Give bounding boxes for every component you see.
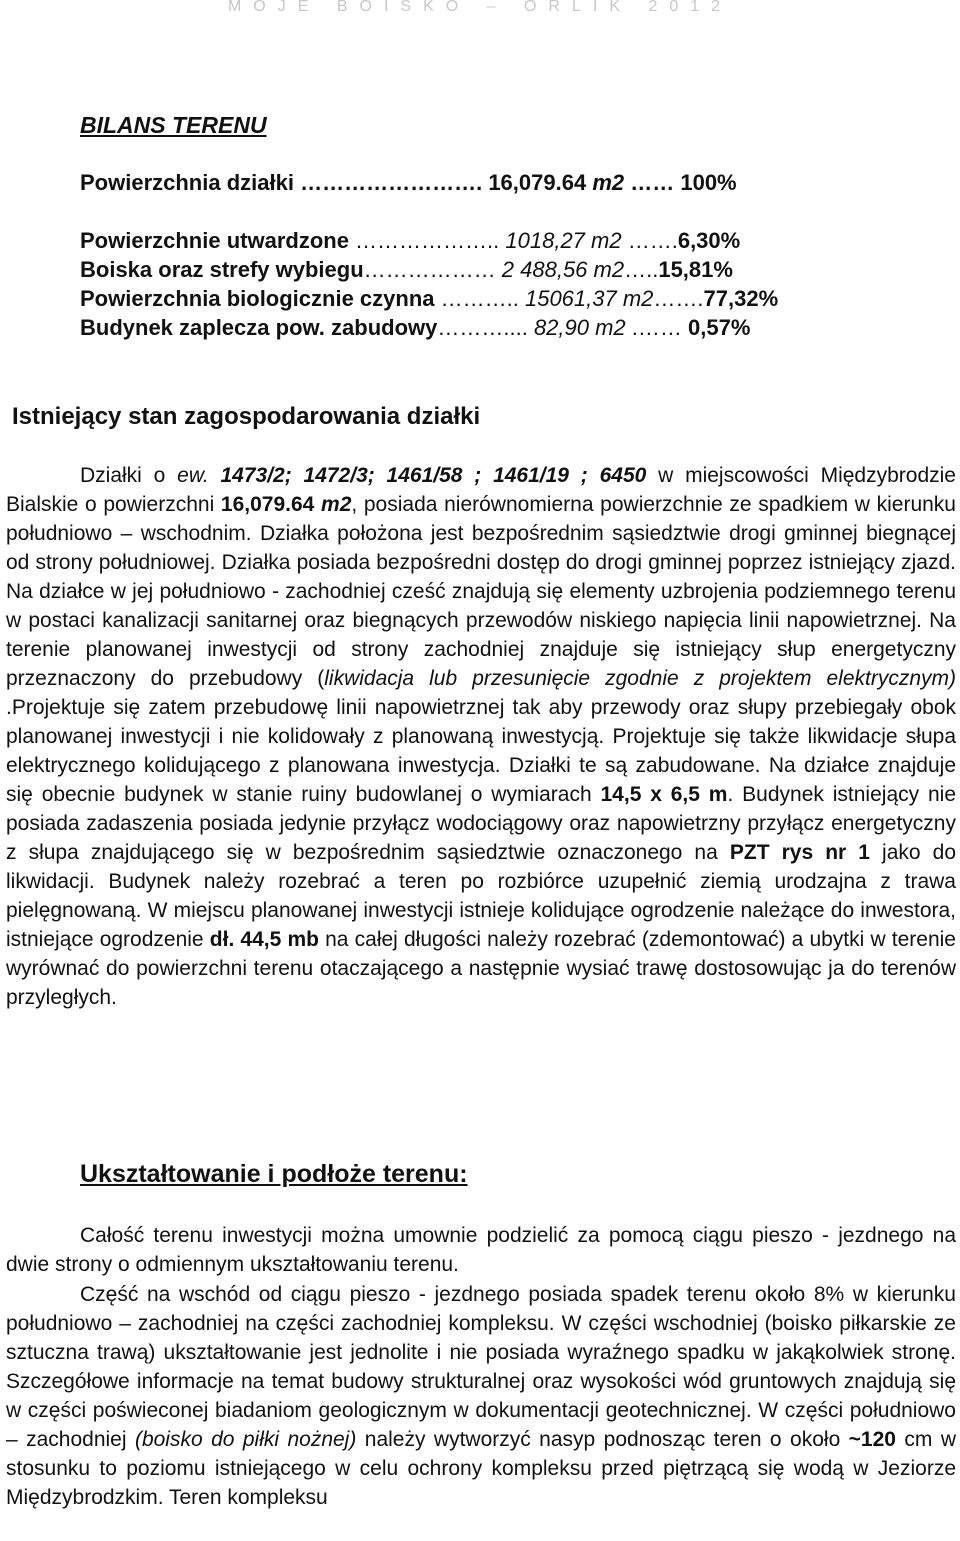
- bilans-total-dots: …………………….: [300, 170, 489, 195]
- p1-ew: ew.: [177, 464, 209, 487]
- bilans-row-percent: 0,57%: [688, 315, 751, 340]
- p3-italic: (boisko do piłki nożnej): [134, 1428, 357, 1451]
- p3-text-a: Część na wschód od ciągu pieszo - jezdnego posiada spadek terenu około 8% w kierunku południowo – zachodniej na części zachodniej kompleksu. W części wschodniej (boisko piłkarskie ze sztuczna trawą) ukształtowanie jest jednolite i nie posiada wyraźnego spadku w jakąkolwiek stronę. Szczegółowe informacje na temat budowy strukturalnej oraz wysokości wód gruntowych znajdują się w części poświeconej biadaniom geologicznym w dokumentacji geotechnicznej. W części południowo – zachodniej: [6, 1283, 956, 1451]
- bilans-row-value: 1018,27 m2: [505, 228, 622, 253]
- p3-height: ~120: [848, 1428, 896, 1451]
- bilans-row-percent: 15,81%: [658, 257, 733, 282]
- bilans-row-dots2: .……: [625, 315, 689, 340]
- p1-text-b: w miejscowości Międzybrodzie Bialskie o powierzchni: [6, 464, 956, 516]
- bilans-total-percent: 100%: [680, 170, 737, 195]
- bilans-row-dots2: …..: [624, 257, 659, 282]
- bilans-row-label: Powierzchnie utwardzone: [80, 228, 349, 253]
- p3-text-b: należy wytworzyć nasyp podnosząc teren o około: [356, 1428, 849, 1451]
- section-heading-existing-state: Istniejący stan zagospodarowania działki: [12, 403, 481, 430]
- bilans-row-percent: 6,30%: [677, 228, 741, 253]
- bilans-row-dots2: …….: [653, 286, 704, 311]
- bilans-row-label: Powierzchnia biologicznie czynna: [80, 286, 435, 311]
- p1-unit: m2: [314, 493, 352, 516]
- bilans-total-value: 16,079.64: [488, 170, 587, 195]
- bilans-row-dots: ………....: [437, 315, 534, 340]
- bilans-row-value: 15061,37 m2: [524, 286, 654, 311]
- p1-fence-length: dł. 44,5 mb: [209, 928, 319, 951]
- terrain-paragraph-1: Całość terenu inwestycji można umownie podzielić za pomocą ciągu pieszo - jezdnego na dwie strony o odmiennym ukształtowaniu terenu.: [6, 1224, 956, 1276]
- bilans-total-unit: m2: [592, 170, 625, 195]
- bilans-row: [80, 286, 778, 312]
- bilans-row-label: Budynek zaplecza pow. zabudowy: [80, 315, 438, 340]
- bilans-row: [80, 257, 733, 283]
- bilans-row-dots: ………..: [434, 286, 525, 311]
- terrain-paragraph-2: [6, 1280, 956, 1512]
- bilans-row: [80, 228, 740, 254]
- p1-text-a: Działki o: [80, 464, 178, 487]
- p3-text-c: cm w stosunku to poziomu istniejącego w celu ochrony kompleksu przed piętrzącą się wodą w Jeziorze Międzybrodzkim. Teren kompleksu: [6, 1428, 956, 1509]
- p1-pzt-reference: PZT rys nr 1: [729, 841, 870, 864]
- p1-text-f: jako do likwidacji. Budynek należy rozebrać a teren po rozbiórce uzupełnić ziemią urodzajna z trawa pielęgnowaną. W miejscu planowanej inwestycji istnieje kolidujące ogrodzenie należące do inwestora, istniejące ogrodzenie: [6, 841, 956, 951]
- p1-text-g: na całej długości należy rozebrać (zdemontować) a ubytki w terenie wyrównać do powierzchni terenu otaczającego a następnie wysiać trawę dostosowując ja do terenów przyległych.: [6, 928, 956, 1009]
- section-heading-terrain: Ukształtowanie i podłoże terenu:: [80, 1160, 468, 1188]
- p1-text-e: . Budynek istniejący nie posiada zadaszenia posiada jedynie przyłącz wodociągowy oraz napowietrzny przyłącz energetyczny z słupa znajdującego się w bezpośrednim sąsiedztwie oznaczonego na: [6, 783, 956, 864]
- bilans-total-row: [80, 170, 737, 196]
- p1-text-d: .Projektuje się zatem przebudowę linii napowietrznej tak aby przewody oraz słupy przebiegały obok planowanej inwestycji i nie kolidowały z planowaną inwestycją. Projektuje się także likwidacje słupa elektrycznego kolidującego z planowana inwestycja. Działki te są zabudowane. Na działce znajduje się obecnie budynek w stanie ruiny budowlanej o wymiarach: [6, 696, 956, 806]
- p1-area: 16,079.64: [220, 493, 315, 516]
- p1-dimensions: 14,5 x 6,5 m: [600, 783, 728, 806]
- bilans-row-percent: 77,32%: [703, 286, 779, 311]
- p1-text-c: , posiada nierównomierna powierzchnie ze spadkiem w kierunku południowo – wschodnim. Działka położona jest bezpośrednim sąsiedztwie drogi gminnej biegnącej od strony południowej. Działka posiada bezpośredni dostęp do drogi gminnej poprzez istniejący zjazd. Na działce w jej południowo - zachodniej cześć znajdują się elementy uzbrojenia podziemnego terenu w postaci kanalizacji sanitarnej oraz biegnących przewodów niskiego napięcia linii napowietrznej. Na terenie planowanej inwestycji od strony zachodniej znajduje się istniejący słup energetyczny przeznaczony do przebudowy (: [6, 493, 956, 690]
- bilans-row-dots2: …….: [621, 228, 678, 253]
- bilans-total-label: Powierzchnia działki: [80, 170, 294, 195]
- bilans-row-value: 82,90 m2: [533, 315, 626, 340]
- bilans-row-dots: ………………..: [348, 228, 506, 253]
- bilans-total-dots2: ……: [624, 170, 681, 195]
- page-header: MOJE BOISKO – ORLIK 2012: [227, 0, 733, 14]
- existing-state-paragraph: [6, 461, 956, 1012]
- bilans-row-label: Boiska oraz strefy wybiegu: [80, 257, 364, 282]
- p1-parcels: 1473/2; 1472/3; 1461/58 ; 1461/19 ; 6450: [208, 464, 647, 487]
- bilans-row-value: 2 488,56 m2: [501, 257, 625, 282]
- bilans-row: [80, 315, 750, 341]
- bilans-title: BILANS TERENU: [80, 112, 267, 138]
- p1-italic: likwidacja lub przesunięcie zgodnie z projektem elektrycznym): [324, 667, 956, 690]
- bilans-row-dots: ………………: [363, 257, 502, 282]
